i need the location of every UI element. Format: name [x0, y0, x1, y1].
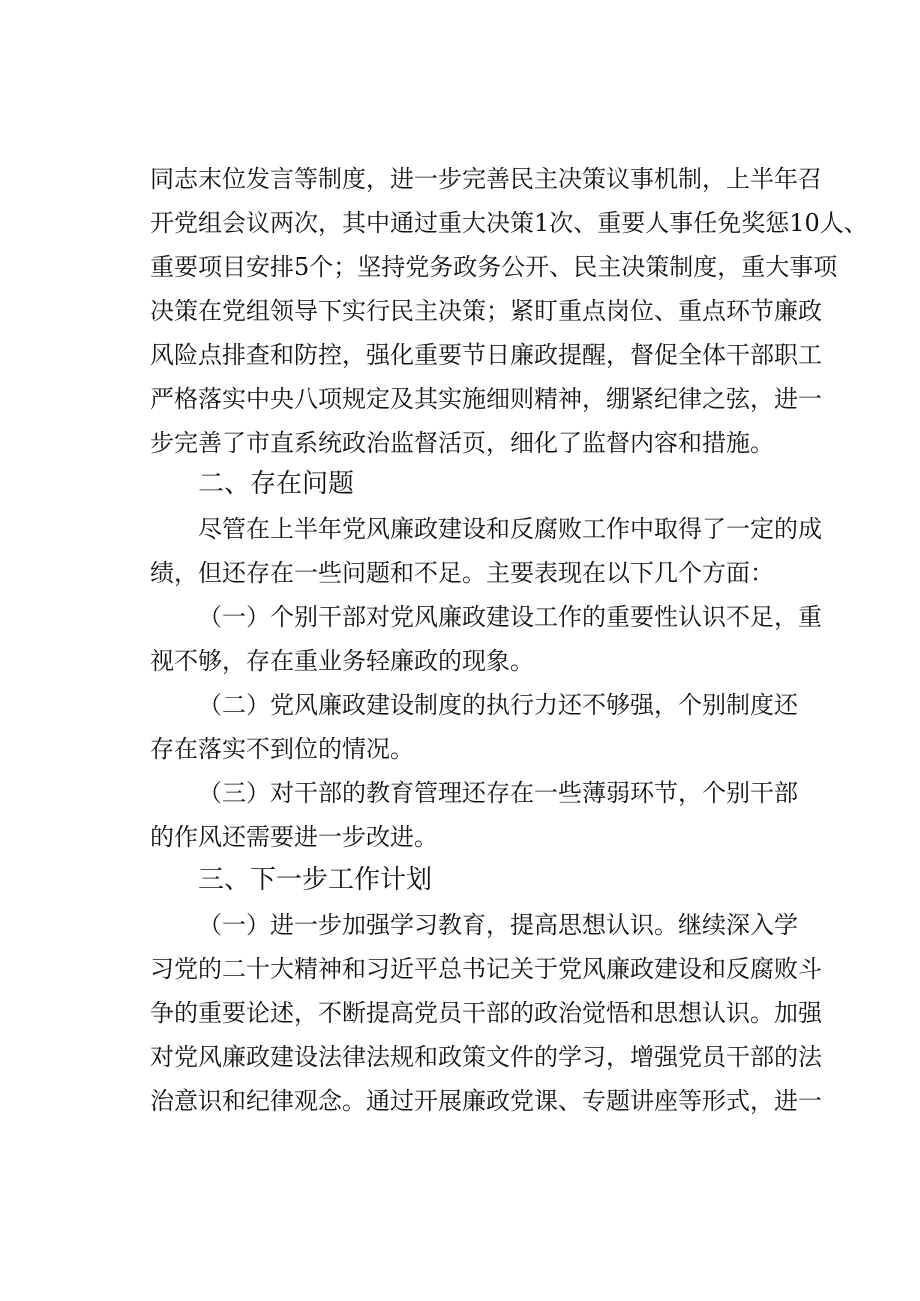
paragraph-line: 视不够，存在重业务轻廉政的现象。 — [150, 647, 534, 675]
paragraph-line: 严格落实中央八项规定及其实施细则精神，绷紧纪律之弦，进一 — [150, 385, 822, 413]
paragraph-line: 重要项目安排5个；坚持党务政务公开、民主决策制度，重大事项 — [150, 253, 838, 281]
paragraph-line: 同志末位发言等制度，进一步完善民主决策议事机制，上半年召 — [150, 165, 822, 193]
paragraph-line: 开党组会议两次，其中通过重大决策1次、重要人事任免奖惩10人、 — [150, 209, 868, 237]
paragraph-line: 的作风还需要进一步改进。 — [150, 823, 438, 851]
paragraph-line: （一）进一步加强学习教育，提高思想认识。继续深入学 — [198, 911, 798, 939]
paragraph-line: 存在落实不到位的情况。 — [150, 735, 414, 763]
paragraph-line: 风险点排查和防控，强化重要节日廉政提醒，督促全体干部职工 — [150, 341, 822, 369]
section-heading-next-plan: 三、下一步工作计划 — [198, 865, 433, 895]
paragraph-line: 决策在党组领导下实行民主决策；紧盯重点岗位、重点环节廉政 — [150, 297, 822, 325]
paragraph-line: 绩，但还存在一些问题和不足。主要表现在以下几个方面： — [150, 559, 774, 587]
paragraph-line: 治意识和纪律观念。通过开展廉政党课、专题讲座等形式，进一 — [150, 1087, 822, 1115]
paragraph-line: 习党的二十大精神和习近平总书记关于党风廉政建设和反腐败斗 — [150, 955, 822, 983]
paragraph-line: 对党风廉政建设法律法规和政策文件的学习，增强党员干部的法 — [150, 1043, 822, 1071]
paragraph-line: 尽管在上半年党风廉政建设和反腐败工作中取得了一定的成 — [198, 515, 822, 543]
section-heading-problems: 二、存在问题 — [198, 469, 355, 499]
paragraph-line: （一）个别干部对党风廉政建设工作的重要性认识不足，重 — [198, 603, 822, 631]
paragraph-line: 步完善了市直系统政治监督活页，细化了监督内容和措施。 — [150, 429, 774, 457]
paragraph-line: （三）对干部的教育管理还存在一些薄弱环节，个别干部 — [198, 779, 798, 807]
paragraph-line: 争的重要论述，不断提高党员干部的政治觉悟和思想认识。加强 — [150, 999, 822, 1027]
paragraph-line: （二）党风廉政建设制度的执行力还不够强，个别制度还 — [198, 691, 798, 719]
